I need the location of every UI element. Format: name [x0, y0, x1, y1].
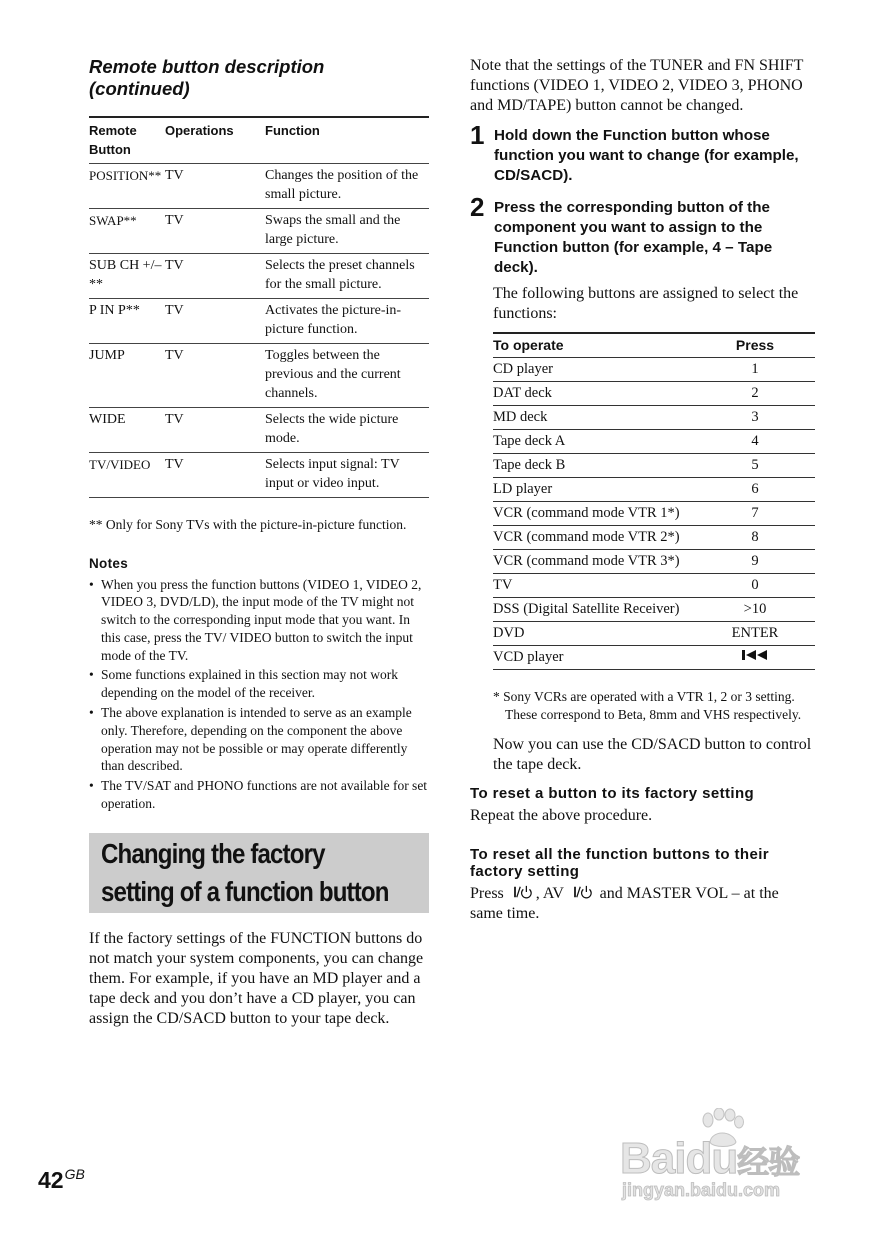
cell-press: >10 [695, 598, 815, 622]
banner-title-line-2: setting of a function button [101, 875, 389, 907]
cell-press: 6 [695, 478, 815, 502]
table-header-row [89, 117, 429, 164]
table-row [89, 453, 429, 498]
cell-to-operate: DVD [493, 622, 695, 646]
watermark-url: jingyan.baidu.com [622, 1180, 781, 1200]
step-number: 2 [470, 192, 485, 222]
banner-title-line-1: Changing the factory [101, 837, 325, 869]
cell-operations: TV [165, 254, 265, 299]
list-item: • The above explanation is intended to serve as an example only. Therefore, depending on the component the above operation may not be possible or may operate differently than described. [89, 704, 429, 775]
table-row [493, 382, 815, 406]
table-row [89, 344, 429, 408]
step-text: Press the corresponding button of the component you want to assign to the Function button (for example, 4 – Tape deck). [494, 199, 773, 276]
section-banner [89, 833, 429, 913]
table-row [493, 358, 815, 382]
col-header-operations: Operations [165, 117, 265, 164]
power-icon [508, 885, 536, 899]
cell-function: Swaps the small and the large picture. [265, 209, 429, 254]
section-title [89, 56, 429, 100]
cell-function: Toggles between the previous and the current channels. [265, 344, 429, 408]
cell-operations: TV [165, 209, 265, 254]
table-row [493, 574, 815, 598]
page-number-value: 42 [38, 1167, 64, 1193]
table-row [493, 502, 815, 526]
power-icon [568, 885, 596, 899]
table-row [493, 406, 815, 430]
cell-to-operate: MD deck [493, 406, 695, 430]
cell-press [695, 646, 815, 670]
page-number-suffix: GB [64, 1166, 85, 1182]
skip-previous-icon [741, 649, 769, 661]
step-text: Hold down the Function button whose function you want to change (for example, CD/SACD). [494, 127, 799, 184]
table-row [493, 598, 815, 622]
cell-remote-button: SUB CH +/–** [89, 254, 165, 299]
cell-press: 1 [695, 358, 815, 382]
step-2-body [470, 284, 815, 775]
step-2-paragraph: The following buttons are assigned to select the functions: [493, 285, 799, 322]
note-paragraph: Note that the settings of the TUNER and FN SHIFT functions (VIDEO 1, VIDEO 2, VIDEO 3, PHONO and MD/TAPE) button cannot be changed. [470, 57, 804, 114]
cell-operations: TV [165, 164, 265, 209]
step-2 [470, 192, 815, 278]
cell-press: 8 [695, 526, 815, 550]
cell-operations: TV [165, 453, 265, 498]
cell-press: 0 [695, 574, 815, 598]
section-title-line-2: (continued) [89, 78, 190, 99]
cell-operations: TV [165, 344, 265, 408]
section-title-line-1: Remote button description [89, 56, 325, 77]
cell-remote-button: TV/VIDEO [89, 453, 165, 498]
reset-heading: To reset a button to its factory setting [470, 785, 755, 802]
reset-all-end: and MASTER VOL – at the same time. [470, 885, 779, 922]
table-footnote: * Sony VCRs are operated with a VTR 1, 2 or 3 setting. These correspond to Beta, 8mm and VHS respectively. [493, 689, 802, 722]
intro-paragraph: If the factory settings of the FUNCTION buttons do not match your system components, you can change them. For example, if you have an MD player and a tape deck and you don’t have a CD player, you can assign the CD/SACD button to your tape deck. [89, 929, 424, 1027]
reset-paragraph: Repeat the above procedure. [470, 807, 653, 824]
col-header-remote-button: Remote Button [89, 117, 165, 164]
table-row [493, 430, 815, 454]
watermark [618, 1108, 828, 1208]
col-header-function: Function [265, 117, 429, 164]
cell-function: Changes the position of the small picture. [265, 164, 429, 209]
table-row [493, 454, 815, 478]
cell-to-operate: VCR (command mode VTR 3*) [493, 550, 695, 574]
cell-function: Selects the wide picture mode. [265, 408, 429, 453]
cell-press: 9 [695, 550, 815, 574]
table-row [89, 209, 429, 254]
cell-remote-button: SWAP** [89, 209, 165, 254]
cell-press: 7 [695, 502, 815, 526]
left-column [89, 56, 429, 1029]
cell-to-operate: VCR (command mode VTR 1*) [493, 502, 695, 526]
cell-press: 4 [695, 430, 815, 454]
col-header-press: Press [695, 333, 815, 358]
table-row [89, 164, 429, 209]
after-table-paragraph: Now you can use the CD/SACD button to control the tape deck. [493, 736, 812, 773]
cell-press: 2 [695, 382, 815, 406]
step-1 [470, 120, 815, 186]
cell-operations: TV [165, 408, 265, 453]
cell-to-operate: VCR (command mode VTR 2*) [493, 526, 695, 550]
function-assignment-table [493, 332, 815, 670]
cell-to-operate: CD player [493, 358, 695, 382]
notes-heading: Notes [89, 555, 129, 571]
step-number: 1 [470, 120, 485, 150]
watermark-brand-part-2: du [685, 1134, 738, 1183]
col-header-to-operate: To operate [493, 333, 695, 358]
watermark-brand [620, 1134, 799, 1184]
watermark-brand-part-1: Bai [620, 1134, 686, 1183]
table-header-row [493, 333, 815, 358]
right-column [470, 56, 815, 924]
cell-remote-button: P IN P** [89, 299, 165, 344]
cell-function: Selects input signal: TV input or video input. [265, 453, 429, 498]
list-item: • The TV/SAT and PHONO functions are not available for set operation. [89, 777, 429, 813]
reset-all-heading: To reset all the function buttons to their factory setting [470, 846, 770, 880]
reset-all-paragraph [470, 884, 815, 924]
cell-function: Selects the preset channels for the small picture. [265, 254, 429, 299]
page-number [38, 1166, 85, 1194]
table-row [493, 622, 815, 646]
cell-function: Activates the picture-in-picture function. [265, 299, 429, 344]
cell-remote-button: WIDE [89, 408, 165, 453]
list-item: • Some functions explained in this section may not work depending on the model of the receiver. [89, 666, 429, 702]
remote-button-table [89, 116, 429, 498]
table-row [493, 550, 815, 574]
cell-to-operate: TV [493, 574, 695, 598]
reset-all-mid: , AV [535, 885, 564, 902]
cell-operations: TV [165, 299, 265, 344]
cell-to-operate: Tape deck B [493, 454, 695, 478]
list-item: • When you press the function buttons (VIDEO 1, VIDEO 2, VIDEO 3, DVD/LD), the input mode of the TV might not switch to the corresponding input mode that you want. In this case, press the TV/ VIDEO button to switch the input mode of the TV. [89, 576, 429, 665]
cell-remote-button: JUMP [89, 344, 165, 408]
cell-to-operate: DAT deck [493, 382, 695, 406]
table-row [89, 299, 429, 344]
cell-to-operate: Tape deck A [493, 430, 695, 454]
table-row [89, 408, 429, 453]
cell-press: ENTER [695, 622, 815, 646]
table-row [493, 478, 815, 502]
cell-press: 3 [695, 406, 815, 430]
watermark-cn: 经验 [737, 1144, 800, 1180]
table-row [493, 646, 815, 670]
cell-to-operate: LD player [493, 478, 695, 502]
table-footnote: ** Only for Sony TVs with the picture-in-picture function. [89, 517, 407, 532]
reset-all-press: Press [470, 885, 504, 902]
cell-press: 5 [695, 454, 815, 478]
cell-remote-button: POSITION** [89, 164, 165, 209]
table-row [89, 254, 429, 299]
cell-to-operate: VCD player [493, 646, 695, 670]
cell-to-operate: DSS (Digital Satellite Receiver) [493, 598, 695, 622]
table-row [493, 526, 815, 550]
notes-list [89, 576, 429, 813]
